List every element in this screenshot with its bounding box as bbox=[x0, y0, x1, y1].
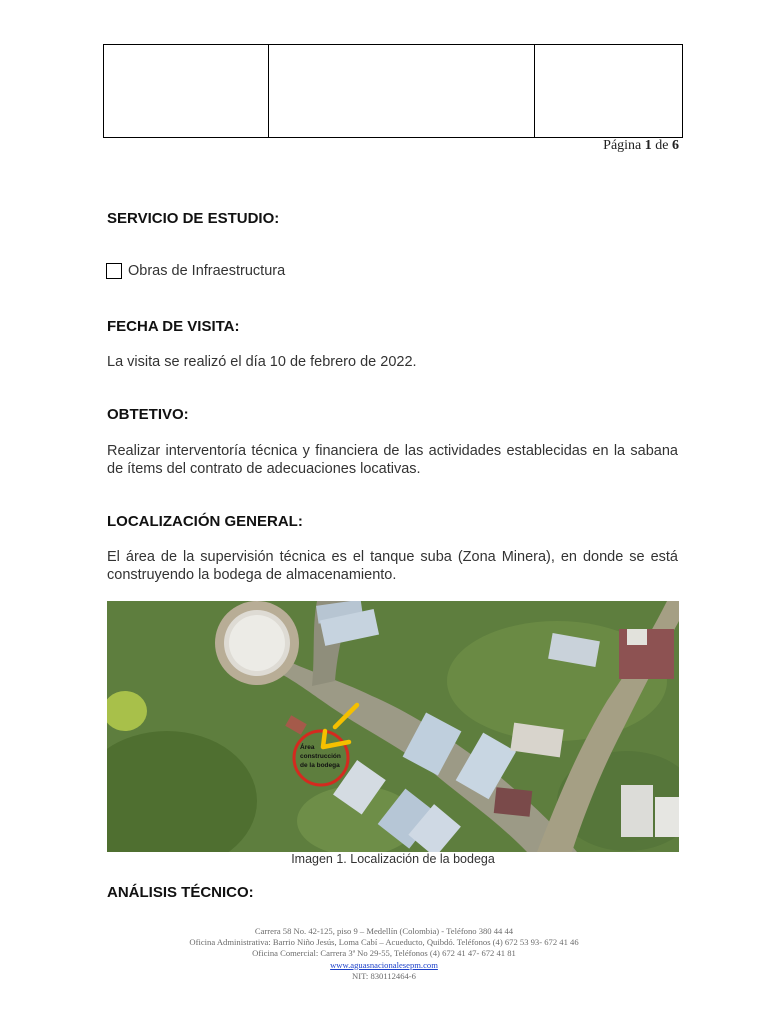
analisis-heading: ANÁLISIS TÉCNICO: bbox=[107, 884, 254, 901]
checkbox-label: Obras de Infraestructura bbox=[128, 263, 286, 279]
footer-line1: Carrera 58 No. 42-125, piso 9 – Medellín (Colombia) - Teléfono 380 44 44 bbox=[254, 926, 514, 936]
objetivo-heading: OBTETIVO: bbox=[107, 406, 189, 423]
footer-nit: NIT: 830112464-6 bbox=[352, 970, 416, 981]
header-cell-code bbox=[535, 45, 682, 137]
localizacion-heading: LOCALIZACIÓN GENERAL: bbox=[107, 513, 303, 530]
footer-line2: Oficina Administrativa: Barrio Niño Jesús, Loma Cabí – Acueducto, Quibdó. Teléfonos (4) 672 53 93- 672 41 46 bbox=[189, 937, 579, 948]
footer bbox=[0, 926, 768, 982]
footer-website-link[interactable]: www.aguasnacionalesepm.com bbox=[330, 959, 438, 970]
obras-checkbox[interactable] bbox=[106, 263, 122, 279]
header-cell-title bbox=[269, 45, 535, 137]
fecha-heading: FECHA DE VISITA: bbox=[107, 318, 240, 335]
header-cell-logo bbox=[104, 45, 269, 137]
aerial-photo bbox=[107, 601, 679, 852]
fecha-text: La visita se realizó el día 10 de febrero de 2022. bbox=[107, 354, 417, 370]
page-current: 1 bbox=[644, 138, 652, 153]
localizacion-text: El área de la supervisión técnica es el tanque suba (Zona Minera), en donde se está construyendo la bodega de almacenamiento. bbox=[107, 549, 678, 583]
page-number bbox=[603, 138, 679, 154]
annotation-line2: construcción bbox=[300, 753, 341, 760]
servicio-heading: SERVICIO DE ESTUDIO: bbox=[107, 210, 280, 227]
annotation-line3: de la bodega bbox=[300, 762, 340, 769]
header-table bbox=[103, 44, 683, 138]
page-of: de bbox=[655, 138, 669, 153]
figure-caption: Imagen 1. Localización de la bodega bbox=[291, 852, 495, 866]
footer-line3: Oficina Comercial: Carrera 3ª No 29-55, Teléfonos (4) 672 41 47- 672 41 81 bbox=[252, 948, 516, 959]
checkbox-row[interactable] bbox=[106, 263, 285, 279]
page-label: Página bbox=[603, 138, 642, 153]
page-total: 6 bbox=[672, 138, 679, 153]
annotation-line1: Área bbox=[300, 744, 315, 751]
objetivo-text: Realizar interventoría técnica y financiera de las actividades establecidas en la sabana de ítems del contrato de adecuaciones locativas. bbox=[107, 443, 678, 477]
